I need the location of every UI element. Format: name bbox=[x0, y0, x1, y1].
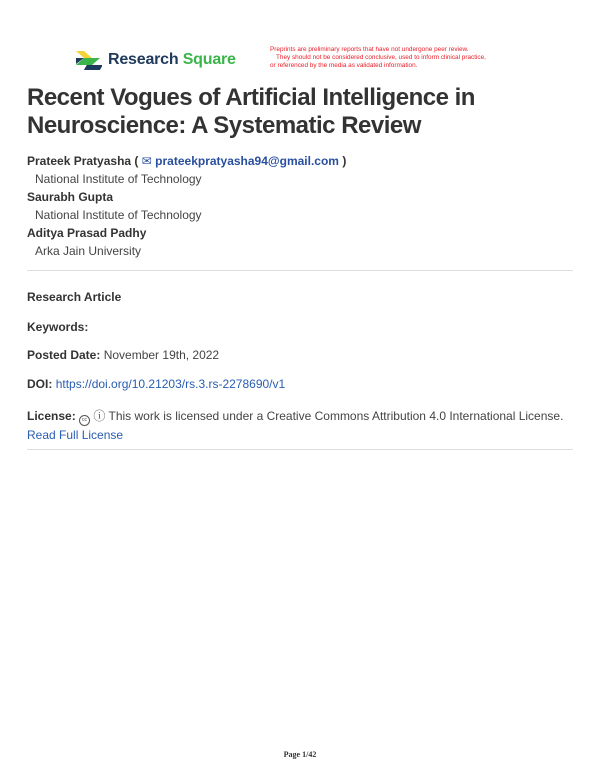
paper-title: Recent Vogues of Artificial Intelligence in Neuroscience: A Systematic Review bbox=[27, 84, 475, 139]
article-type: Research Article bbox=[27, 290, 122, 304]
creative-commons-icon: cc bbox=[79, 415, 90, 426]
author-affiliation: National Institute of Technology bbox=[35, 208, 202, 222]
logo-text: Research Square bbox=[108, 51, 236, 68]
license: License: cc ⓘ This work is licensed under a Creative Commons Attribution 4.0 International License. Read Full License bbox=[27, 409, 564, 442]
attribution-icon: ⓘ bbox=[93, 409, 106, 423]
divider bbox=[27, 449, 573, 450]
research-square-logo-icon bbox=[74, 49, 102, 71]
author: Prateek Pratyasha ( ✉ prateekpratyasha94@gmail.com ) bbox=[27, 154, 347, 168]
author-email-link[interactable]: prateekpratyasha94@gmail.com bbox=[155, 154, 339, 168]
author-affiliation: National Institute of Technology bbox=[35, 172, 202, 186]
email-icon: ✉ bbox=[141, 154, 152, 168]
author: Saurabh Gupta bbox=[27, 190, 114, 204]
posted-date: Posted Date: November 19th, 2022 bbox=[27, 348, 220, 362]
divider bbox=[27, 270, 573, 271]
doi-link[interactable]: https://doi.org/10.21203/rs.3.rs-2278690/v1 bbox=[55, 377, 286, 391]
author-affiliation: Arka Jain University bbox=[35, 244, 142, 258]
preprint-disclaimer: Preprints are preliminary reports that have not undergone peer review. They should not be considered conclusive, used to inform clinical practice, or referenced by the media as validated information. bbox=[270, 46, 486, 69]
research-square-logo[interactable] bbox=[74, 49, 236, 71]
author-list bbox=[27, 152, 346, 260]
author: Aditya Prasad Padhy bbox=[27, 226, 147, 240]
read-full-license-link[interactable]: Read Full License bbox=[27, 428, 124, 442]
doi: DOI: https://doi.org/10.21203/rs.3.rs-2278690/v1 bbox=[27, 377, 286, 391]
page-number: Page 1/42 bbox=[283, 750, 317, 759]
keywords: Keywords: bbox=[27, 320, 89, 334]
